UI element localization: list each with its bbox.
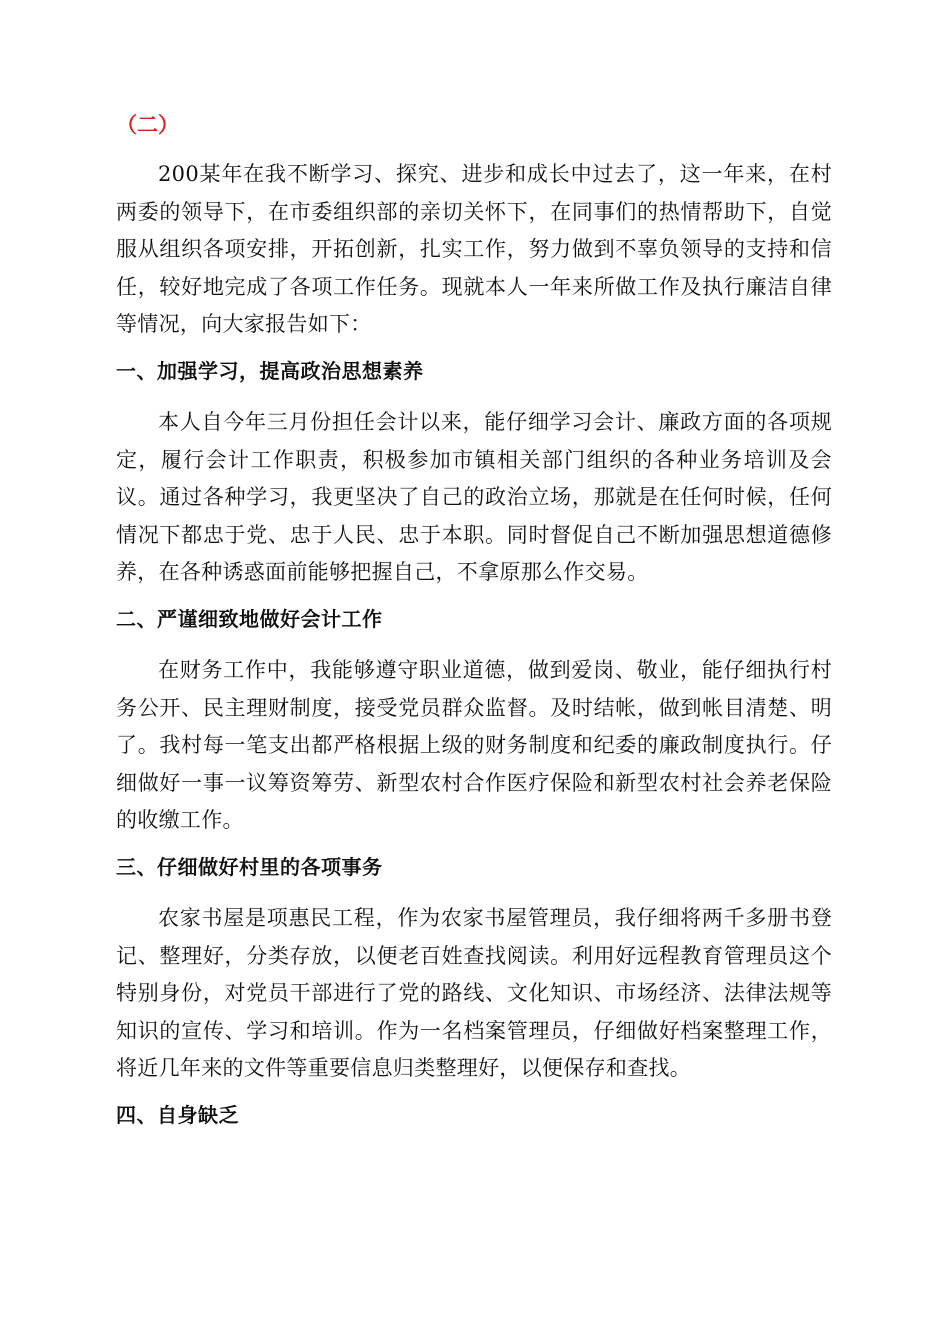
intro-paragraph: 200某年在我不断学习、探究、进步和成长中过去了，这一年来，在村两委的领导下，在市委组织部的亲切关怀下，在同事们的热情帮助下，自觉服从组织各项安排，开拓创新，扎实工作，努力做到不辜负领导的支持和信任，较好地完成了各项工作任务。现就本人一年来所做工作及执行廉洁自律等情况，向大家报告如下： xyxy=(116,162,832,337)
document-page xyxy=(116,110,832,1148)
paragraph-3: 农家书屋是项惠民工程，作为农家书屋管理员，我仔细将两千多册书登记、整理好，分类存放，以便老百姓查找阅读。利用好远程教育管理员这个特别身份，对党员干部进行了党的路线、文化知识、市场经济、法律法规等知识的宣传、学习和培训。作为一名档案管理员，仔细做好档案整理工作，将近几年来的文件等重要信息归类整理好，以便保存和查找。 xyxy=(116,905,832,1081)
paragraph-1: 本人自今年三月份担任会计以来，能仔细学习会计、廉政方面的各项规定，履行会计工作职责，积极参加市镇相关部门组织的各种业务培训及会议。通过各种学习，我更坚决了自己的政治立场，那就是在任何时候，任何情况下都忠于党、忠于人民、忠于本职。同时督促自己不断加强思想道德修养，在各种诱惑面前能够把握自己，不拿原那么作交易。 xyxy=(116,409,832,585)
heading-4: 四、自身缺乏 xyxy=(116,1102,239,1127)
paragraph-2: 在财务工作中，我能够遵守职业道德，做到爱岗、敬业，能仔细执行村务公开、民主理财制度，接受党员群众监督。及时结帐，做到帐目清楚、明了。我村每一笔支出都严格根据上级的财务制度和纪委的廉政制度执行。仔细做好一事一议筹资筹劳、新型农村合作医疗保险和新型农村社会养老保险的收缴工作。 xyxy=(116,657,832,833)
section-mark: （二） xyxy=(116,113,179,137)
heading-1: 一、加强学习，提高政治思想素养 xyxy=(116,358,424,383)
heading-2: 二、严谨细致地做好会计工作 xyxy=(116,606,383,631)
heading-3: 三、仔细做好村里的各项事务 xyxy=(116,854,383,879)
